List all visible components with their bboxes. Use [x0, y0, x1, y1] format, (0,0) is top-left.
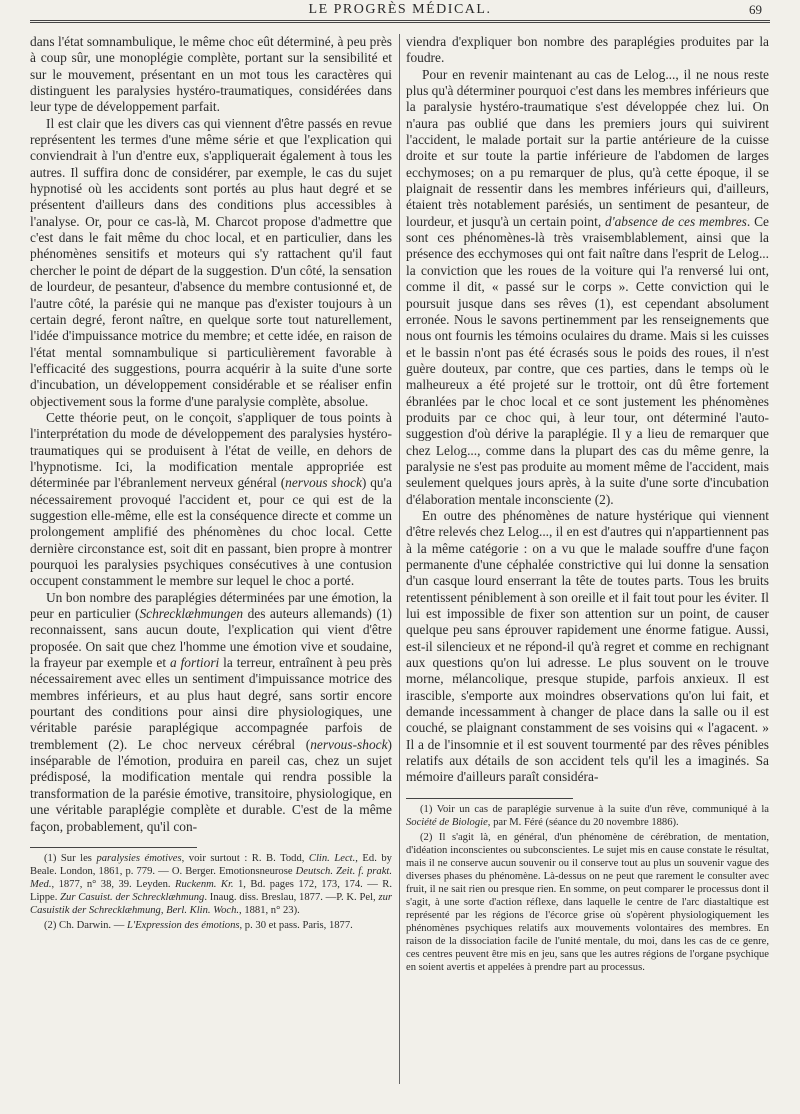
running-header	[30, 2, 770, 22]
footnote-rule	[30, 847, 197, 848]
page-number: 69	[749, 2, 762, 17]
footnote-rule	[406, 798, 573, 799]
header-rule	[30, 20, 770, 23]
paragraph: Il est clair que les divers cas qui viennent d'être passés en revue représentent les termes d'une même série et que l'explication qui conviendrait à l'un d'entre eux, s'appliquerait également à tous les autres. Il suffira donc de considérer, par exemple, le cas du sujet hypnotisé où les accidents sont portés au plus haut degré et se présentent d'ailleurs dans des conditions plus accessibles à l'analyse. Or, pour ce cas-là, M. Charcot propose d'admettre que c'est dans le fait même du choc local, et en particulier, dans les phénomènes sensitifs et moteurs qui s'y rattachent qu'il faut chercher le point de départ de la suggestion. D'un côté, la sensation de lourdeur, de pesanteur, d'absence du membre contusionné et, de l'autre côté, la parésie qui ne manque pas d'exister toujours à un certain degré, feront naître, en quelque sorte tout naturellement, l'idée d'impuissance motrice du membre; et cette idée, en raison de l'état mental somnambulique si particulièrement favorable à l'efficacité des suggestions, pourra acquérir à la suite d'une sorte d'incubation, un développement considérable et se réaliser enfin objectivement sous la forme d'une paralysie complète, absolue.	[30, 115, 392, 409]
left-column	[30, 34, 392, 934]
paragraph: Cette théorie peut, on le conçoit, s'appliquer de tous points à l'interprétation du mode de développement des paralysies hystéro-traumatiques qui se produisent à l'état de veille, en dehors de l'hypnotisme. Ici, la modification mentale appropriée est déterminée par l'ébranlement nerveux général (nervous shock) qu'a nécessairement provoqué l'accident et, pour ce qui est de la suggestion elle-même, elle est la conséquence directe et comme un prolongement amplifié des phénomènes du choc local. Cette dernière circonstance est, soit dit en passant, bien propre à montrer pourquoi les paralysies psychiques consécutives à une contusion occupent constamment le membre sur lequel le choc a porté.	[30, 409, 392, 589]
paragraph: En outre des phénomènes de nature hystérique qui viennent d'être relevés chez Lelog..., il en est d'autres qui n'appartiennent pas à la même catégorie : on a vu que le malade souffre d'une façon permanente d'une céphalée constrictive qui lui donne la sensation d'un casque lourd enserrant la tête de toutes parts. Tous les bruits retentissent péniblement à son oreille et il fait tout pour les éviter. Il lui est impossible de fixer son attention sur un point, de causer quelque peu sans éprouver rapidement une énorme fatigue. Aussi, est-il silencieux et ne répond-il qu'à regret et comme en rechignant aux questions qu'on lui adresse. Le plus souvent on le trouve morne, mélancolique, presque stupide, parfois anxieux. Il est irascible, s'emporte aux moindres observations qu'on lui fait, et demande incessamment à changer de place dans la salle ou il est couché, se plaignant constamment de ses voisins qui « l'agacent. » Il a de l'insomnie et il est souvent tourmenté par des rêves pénibles relatifs aux détails de son accident tels qu'il les a imaginés. Sa mémoire d'ailleurs paraît considéra-	[406, 507, 769, 785]
column-divider	[399, 34, 400, 1084]
footnotes	[406, 798, 769, 974]
right-column	[406, 34, 769, 976]
footnote: (1) Voir un cas de paraplégie survenue à la suite d'un rêve, communiqué à la Société de Biologie, par M. Féré (séance du 20 novembre 1886).	[406, 803, 769, 828]
journal-title: LE PROGRÈS MÉDICAL.	[308, 2, 492, 17]
paragraph: Un bon nombre des paraplégies déterminées par une émotion, la peur en particulier (Schrecklæhmungen des auteurs allemands) (1) reconnaissent, sans aucun doute, l'explication qui vient d'être proposée. On sait que chez l'homme une émotion vive et soudaine, la frayeur par exemple et a fortiori la terreur, entraînent à peu près nécessairement avec elles un sentiment d'impuissance motrice des membres inférieurs, et au plus haut degré, sans sortir encore pourtant des conditions pour ainsi dire physiologiques, une véritable parésie paraplégique accompagnée parfois de tremblement (2). Le choc nerveux cérébral (nervous-shock) inséparable de l'émotion, produira en pareil cas, chez un sujet prédisposé, la modification mentale qui rendra possible la transformation de la parésie émotive, transitoire, physiologique, en une véritable paraplégie complète et durable. C'est de la même façon, probablement, qu'il con-	[30, 589, 392, 834]
paragraph: Pour en revenir maintenant au cas de Lelog..., il ne nous reste plus qu'à déterminer pourquoi c'est dans les membres inférieurs que la paralysie hystéro-traumatique s'est développée chez lui. On n'aura pas oublié que dans les premiers jours qui suivirent l'accident, le malade portait sur la partie antérieure de la cuisse droite et sur toute la partie inférieure de l'abdomen de larges ecchymoses; on a pu remarquer de plus, qu'à cette époque, il se plaignait de ressentir dans les membres inférieurs qui, d'ailleurs, étaient très notablement parésiés, un sentiment de pesanteur, de lourdeur, et jusqu'à un certain point, d'absence de ces membres. Ce sont ces phénomènes-là très vraisemblablement, ainsi que la présence des ecchymoses qui ont fait naître dans l'esprit de Lelog... la conviction que les roues de la voiture qui l'a renversé lui ont, comme il dit, « passé sur le corps ». Cette conviction qui le poursuit jusque dans ses rêves (1), est cependant absolument erronée. Nous le savons pertinemment par les renseignements que nous ont fournis les témoins oculaires du drame. Mais si les cuisses et le bassin n'ont pas été écrasés sous le poids des roues, il n'est guère douteux, par contre, que ces parties, dans le temps où le malheureux a été projeté sur le trottoir, ont dû être fortement ébranlées par le choc local et ce sont justement les phénomènes produits par ce choc qui, à leur tour, ont déterminé l'auto-suggestion d'où dérive la paraplégie. Il y a lieu de remarquer que chez Lelog..., comme dans la plupart des cas du même genre, la paralysie ne s'est pas produite au moment même de l'accident, mais seulement quelques jours après, à la suite d'une sorte d'incubation d'élaboration mentale inconsciente (2).	[406, 66, 769, 507]
footnote: (1) Sur les paralysies émotives, voir surtout : R. B. Todd, Clin. Lect., Ed. by Beale. London, 1861, p. 779. — O. Berger. Emotionsneurose Deutsch. Zeit. f. prakt. Med., 1877, n° 38, 39. Leyden. Ruckenm. Kr. 1, Bd. pages 172, 173, 174. — R. Lippe. Zur Casuist. der Schrecklæhmung. Inaug. diss. Breslau, 1877. —P. K. Pel, zur Casuistik der Schrecklæhmung, Berl. Klin. Woch., 1881, n° 23).	[30, 852, 393, 916]
paragraph: viendra d'expliquer bon nombre des paraplégies produites par la foudre.	[406, 34, 769, 66]
footnotes	[30, 847, 392, 932]
footnote: (2) Ch. Darwin. — L'Expression des émotions, p. 30 et pass. Paris, 1877.	[44, 919, 353, 931]
paragraph: dans l'état somnambulique, le même choc eût déterminé, à peu près à coup sûr, une monoplégie complète, portant sur la sensibilité et sur le mouvement, présentant en un mot tous les caractères qui distinguent les paralysies hystéro-traumatiques, considérées dans leur type de développement parfait.	[30, 34, 392, 115]
footnote: (2) Il s'agit là, en général, d'un phénomène de cérébration, de mentation, d'idéation inconscientes ou subconscientes. Le sujet mis en cause constate le résultat, mais il ne conserve aucun souvenir ou il conserve tout au plus un souvenir vague des diverses phases du phénomène. Là-dessus on ne peut que rarement le consulter avec fruit, il ne sait rien ou presque rien. En somme, on peut comparer le processus dont il s'agit, à une sorte d'action réflexe, dans laquelle le centre de l'arc diastaltique est représenté par les régions de l'écorce grise où s'opèrent physiologiquement les phénomènes psychiques relatifs aux mouvements volontaires des membres. En raison de la dissociation facile de l'unité mentale, du moi, dans les cas de ce genre, ces centres peuvent être mis en jeu, sans que les autres régions de l'organe psychique en soient avertis et appelées à prendre part au processus.	[406, 831, 769, 973]
